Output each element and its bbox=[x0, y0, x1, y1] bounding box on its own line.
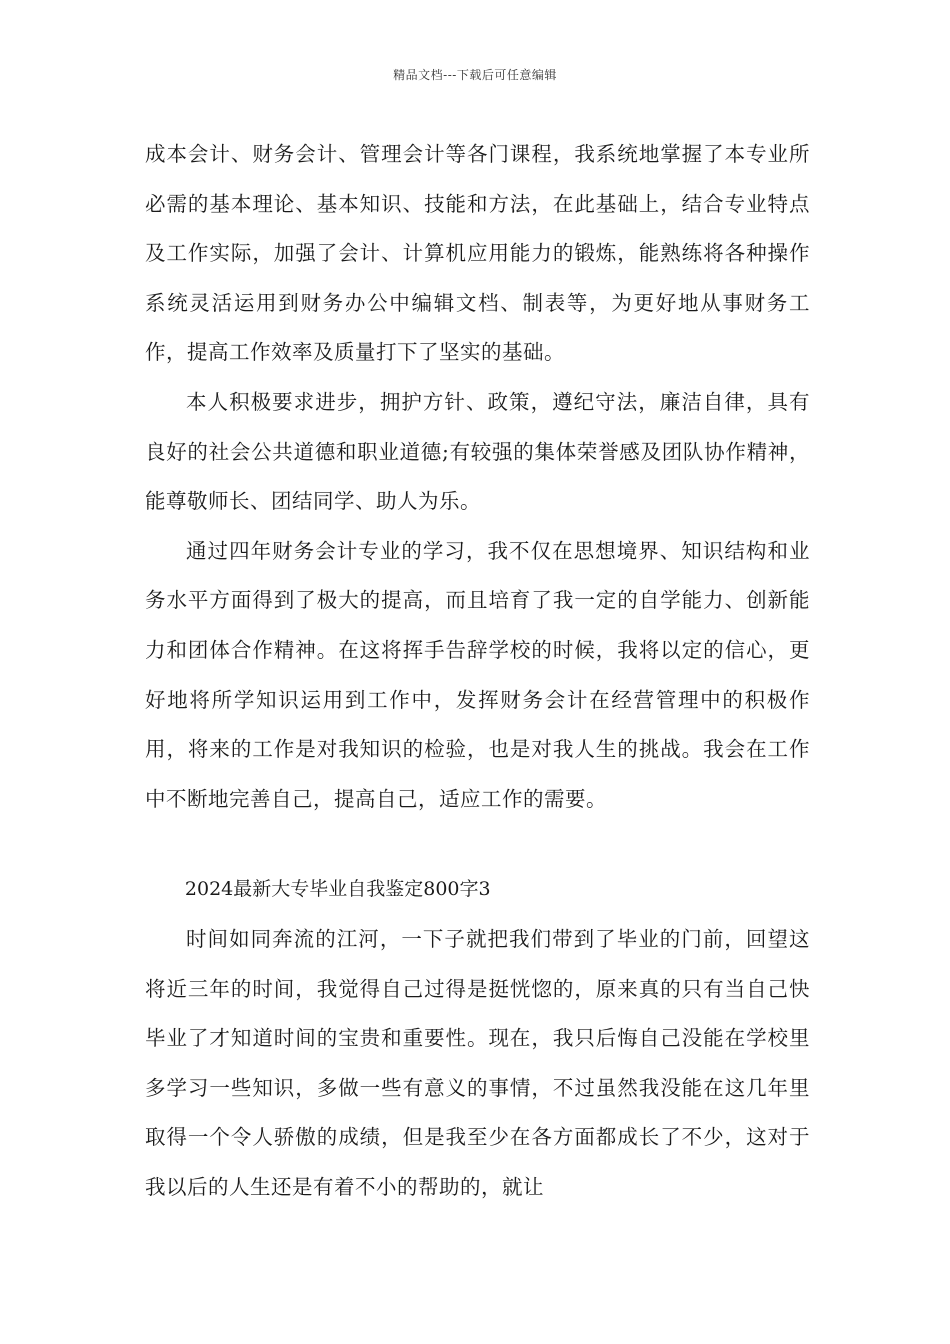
paragraph: 本人积极要求进步，拥护方针、政策，遵纪守法，廉洁自律，具有良好的社会公共道德和职业道德;有较强的集体荣誉感及团队协作精神，能尊敬师长、团结同学、助人为乐。 bbox=[145, 389, 810, 514]
section-title: 2024最新大专毕业自我鉴定800字3 bbox=[184, 878, 491, 901]
paragraph: 时间如同奔流的江河，一下子就把我们带到了毕业的门前，回望这将近三年的时间，我觉得自己过得是挺恍惚的，原来真的只有当自己快毕业了才知道时间的宝贵和重要性。现在，我只后悔自己没能在学校里多学习一些知识，多做一些有意义的事情，不过虽然我没能在这几年里取得一个令人骄傲的成绩，但是我至少在各方面都成长了不少，这对于我以后的人生还是有着不小的帮助的，就让 bbox=[145, 926, 810, 1199]
document-body bbox=[145, 130, 810, 1212]
paragraph: 通过四年财务会计专业的学习，我不仅在思想境界、知识结构和业务水平方面得到了极大的提高，而且培育了我一定的自学能力、创新能力和团体合作精神。在这将挥手告辞学校的时候，我将以定的信心，更好地将所学知识运用到工作中，发挥财务会计在经营管理中的积极作用，将来的工作是对我知识的检验，也是对我人生的挑战。我会在工作中不断地完善自己，提高自己，适应工作的需要。 bbox=[145, 538, 810, 811]
paragraph-continued: 成本会计、财务会计、管理会计等各门课程，我系统地掌握了本专业所必需的基本理论、基本知识、技能和方法，在此基础上，结合专业特点及工作实际，加强了会计、计算机应用能力的锻炼，能熟练将各种操作系统灵活运用到财务办公中编辑文档、制表等，为更好地从事财务工作，提高工作效率及质量打下了坚实的基础。 bbox=[145, 142, 810, 365]
page-header: 精品文档---下载后可任意编辑 bbox=[393, 68, 557, 82]
